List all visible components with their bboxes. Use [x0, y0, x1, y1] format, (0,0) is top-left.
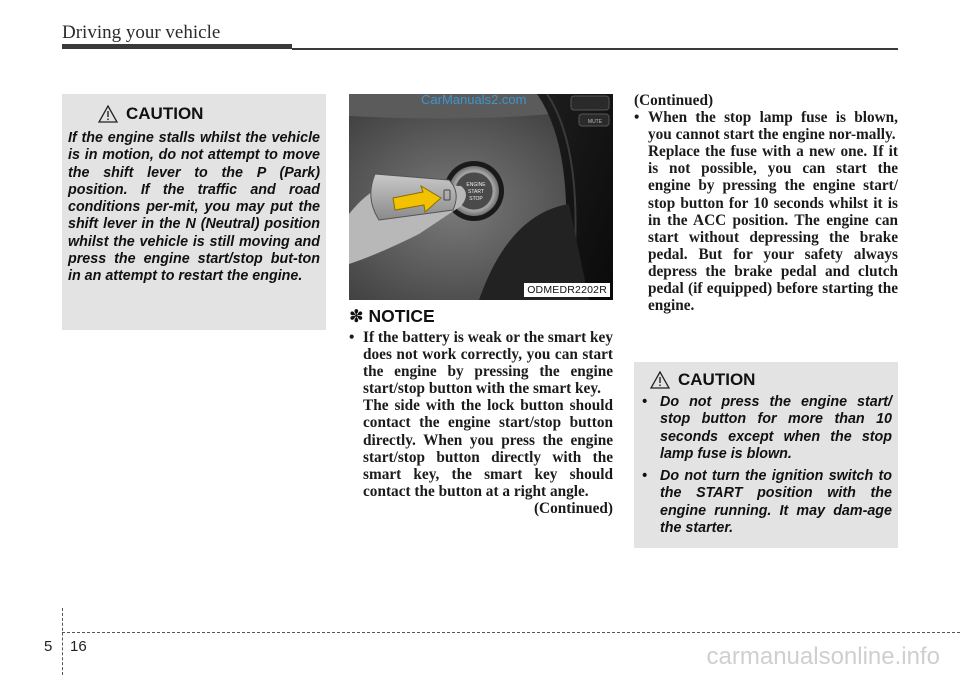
- header-rule-thin: [292, 48, 898, 50]
- notice-continued: (Continued): [533, 499, 613, 517]
- notice-paragraph: The side with the lock button should contact the engine start/stop button directly. When you press the engine start/stop button directly with the smart key, the smart key should contact the button at a right angle.: [363, 397, 613, 500]
- caution-box-start-button: [634, 362, 898, 548]
- caution-bullet-item: [640, 394, 892, 463]
- right-bullet-text: When the stop lamp fuse is blown, you cannot start the engine nor-mally.: [648, 109, 898, 144]
- right-continued: (Continued): [634, 92, 714, 109]
- mute-label: MUTE: [587, 119, 603, 125]
- button-label-start: START: [468, 189, 484, 195]
- caution-heading-text: CAUTION: [126, 104, 204, 123]
- bullet-dot-icon: •: [349, 329, 355, 346]
- button-label-stop: STOP: [469, 196, 483, 202]
- page-header-title: Driving your vehicle: [62, 22, 221, 43]
- right-bullet: [634, 109, 898, 143]
- caution-text: If the engine stalls whilst the vehicle is in motion, do not attempt to move the shift lever to the P (Park) position. If the traffic and road conditions per-mit, you may put the shift lever in the N (Neutral) position whilst the vehicle is still moving and press the engine start/stop but-ton in an attempt to restart the engine.: [68, 130, 320, 285]
- caution-box-engine-stall: [62, 94, 326, 330]
- right-column-body: [634, 92, 898, 314]
- notice-body: [349, 329, 613, 517]
- bullet-dot-icon: •: [634, 109, 640, 127]
- caution-bullet-item: [640, 468, 892, 537]
- warning-triangle-icon: [98, 105, 118, 123]
- chapter-number: 5: [44, 638, 53, 655]
- caution-bullet-text: Do not turn the ignition switch to the START position with the engine running. It may dam-age the starter.: [660, 468, 892, 537]
- notice-bullet: [349, 329, 613, 397]
- bullet-dot-icon: •: [642, 394, 648, 410]
- button-label-engine: ENGINE: [466, 182, 486, 188]
- smart-key-illustration: [349, 94, 613, 300]
- warning-triangle-icon: [650, 371, 670, 389]
- caution-heading: [650, 370, 755, 390]
- header-rule-thick: [62, 44, 292, 49]
- site-watermark: carmanualsonline.info: [706, 643, 940, 670]
- notice-bullet-text: If the battery is weak or the smart key does not work correctly, you can start the engine by pressing the engine start/stop button with the smart key.: [363, 329, 613, 398]
- bullet-dot-icon: •: [642, 468, 648, 485]
- footer-divider: [62, 632, 960, 633]
- photo-caption: ODMEDR2202R: [524, 283, 610, 297]
- smart-key-photo: [349, 94, 613, 300]
- caution-bullet-list: [640, 394, 892, 542]
- page-number: 16: [70, 638, 87, 655]
- caution-heading-text: CAUTION: [678, 370, 756, 389]
- caution-bullet-text: Do not press the engine start/ stop button for more than 10 seconds except when the stop lamp fuse is blown.: [660, 394, 892, 462]
- photo-overlay-text: CarManuals2.com: [421, 94, 527, 107]
- notice-title: ✽ NOTICE: [349, 306, 435, 326]
- caution-heading: [98, 104, 203, 124]
- right-paragraph: Replace the fuse with a new one. If it is not possible, you can start the engine by pressing the engine start/ stop button for 10 seconds whilst it is in the ACC position. The engine can start without depressing the brake pedal. But for your safety always depress the brake pedal and clutch pedal (if equipped) before starting the engine.: [648, 143, 898, 315]
- footer-vertical-divider: [62, 608, 63, 675]
